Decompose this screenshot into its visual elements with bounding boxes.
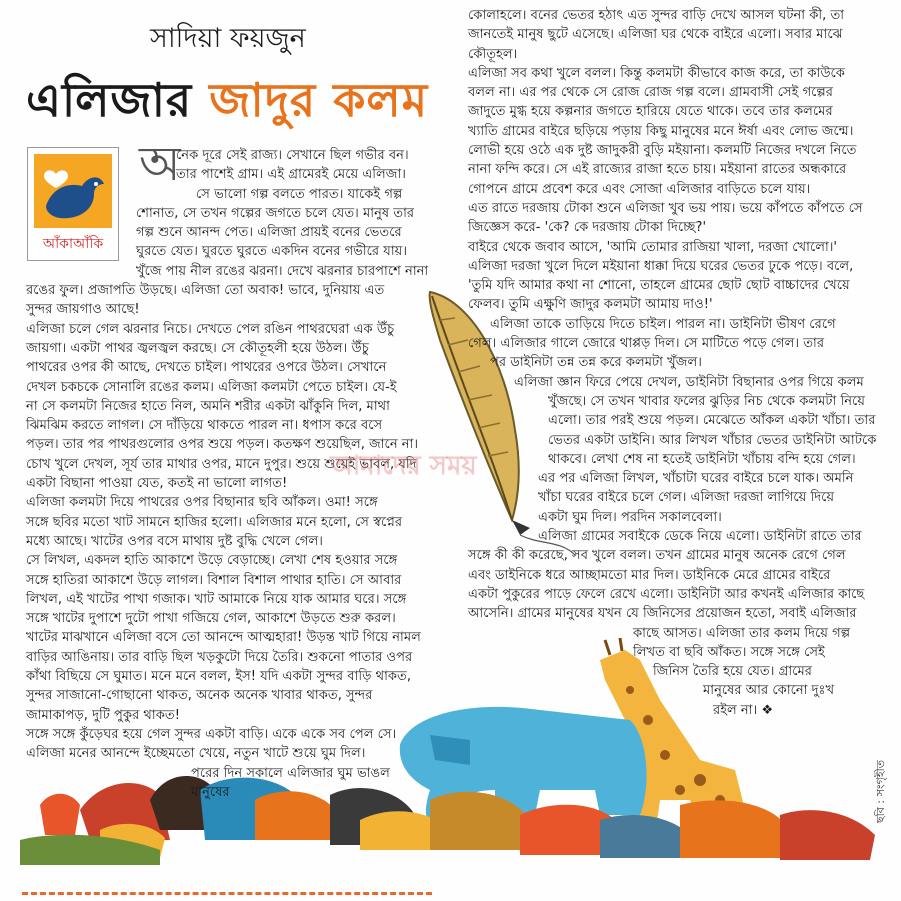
story-line: 'তুমি যদি আমার কথা না শোনো, তাহলে গ্রামের ছোট ছোট বাচ্চাদের খেয়ে xyxy=(468,278,850,294)
story-line: গেল। এলিজার গালে জোরে থাপ্পড় দিল। সে মাটিতে পড়ে গেল। তার xyxy=(468,336,825,352)
story-line: বলল না। এর পর থেকে সে রোজ রোজ গল্প বলে। গ্রামবাসী সেই গল্পের xyxy=(468,85,833,101)
story-line: আসেনি। গ্রামের মানুষের যখন যে জিনিসের প্রয়োজন হতো, সবাই এলিজার xyxy=(468,606,857,622)
story-line: লিখল, এই খাটের পাখা গজাক। খাট আমাকে নিয়ে যাক আমার ঘরে। সঙ্গে xyxy=(26,591,407,607)
story-line: জিনিস তৈরি হয়ে যেত। গ্রামের xyxy=(653,664,812,680)
story-line: দেখল চকচকে সোনালি রঙের কলম। এলিজা কলমটা পেতে চাইল। যে-ই xyxy=(26,379,397,395)
story-line: সঙ্গে হাতিরা আকাশে উড়ে লাগল। বিশাল বিশাল পাথার হাতি। সে আবার xyxy=(26,572,402,588)
story-line: জামাকাপড়, দুটি পুকুর থাকত! xyxy=(26,707,180,723)
story-line: কাছে আসত। এলিজা তার কলম দিয়ে গল্প xyxy=(633,625,851,641)
story-title xyxy=(26,66,428,142)
story-line: সুন্দর জায়গাও আছে! xyxy=(26,302,140,318)
story-line: লোভী হয়ে ওঠে এক দুষ্ট জাদুকরী বুড়ি মইয়ানা। কলমটি নিজের দখলে নিতে xyxy=(468,143,857,159)
story-line: একটা ঘুম দিল। পরদিন সকালবেলা। xyxy=(538,509,722,525)
image-credit: ছবি : সংগৃহীত xyxy=(874,760,887,824)
story-line: জাদুতে মুগ্ধ হয়ে কল্পনার জগতে হারিয়ে যেতে থাকে। তবে তার কলমের xyxy=(468,104,833,120)
story-line: মধ্যে আছে। খাটের ওপর বসে মাথায় দুষ্ট বুদ্ধি খেলে গেল। xyxy=(26,533,323,549)
story-line: শোনাত, সে তখন গল্পের জগতে চলে যেত। মানুষ তার xyxy=(136,205,415,221)
story-line: থাকবে। লেখা শেষ না হতেই ডাইনিটা খাঁচায় বন্দি হয়ে গেল। xyxy=(548,451,856,467)
story-line: ফেলব। তুমি এক্ষুণি জাদুর কলমটা আমায় দাও!' xyxy=(468,297,713,313)
story-line: কৌতূহল। xyxy=(468,46,518,62)
story-line: চোখ খুলে দেখল, সূর্য তার মাথার ওপর, মানে দুপুর। শুয়ে শুয়েই ভাবল, যদি xyxy=(26,456,417,472)
story-line: এবং ডাইনিকে ধরে আচ্ছামতো মার দিল। ডাইনিকে মেরে গ্রামের বাইরে xyxy=(468,567,831,583)
story-line: মানুষের xyxy=(191,784,230,800)
story-line: খাটের মাঝখানে এলিজা বসে তো আনন্দে আত্মহারা! উড়ন্ত খাট গিয়ে নামল xyxy=(26,630,421,646)
story-line: এলো। তার পরই শুয়ে পড়ল। মেঝেতে আঁকল একটা খাঁচা। তার xyxy=(548,413,876,429)
section-label: আঁকাআঁকি xyxy=(42,236,104,252)
story-line: এলিজা সব কথা খুলে বলল। কিন্তু কলমটা কীভাবে কাজ করে, তা কাউকে xyxy=(468,65,845,81)
story-line: জায়গা। একটা পাথর জ্বলজ্বল করছে। সে কৌতূহলী হয়ে উঠল। উঁচু xyxy=(26,340,369,356)
story-line: ভেতর একটা ডাইনি। আর লিখল খাঁচার ভেতর ডাইনিটা আটকে xyxy=(548,432,877,448)
story-line: এলিজা গ্রামের সবাইকে ডেকে নিয়ে এলো। ডাইনিটা রাতে তার xyxy=(538,529,862,545)
story-line: সঙ্গে ছবির মতো খাট সামনে হাজির হলো। এলিজার মনে হলো, সে স্বপ্নের xyxy=(26,514,403,530)
story-line: পড়ল। তার পর পাথরগুলোর ওপর শুয়ে পড়ল। কতক্ষণ শুয়েছিল, জানে না। xyxy=(26,437,419,453)
watermark: আমাদের সময় xyxy=(330,451,477,481)
story-line: নেক দূরে সেই রাজ্য। সেখানে ছিল গভীর বন। xyxy=(176,148,409,163)
title-part-2: জাদুর কলম xyxy=(209,73,429,127)
story-line: খুঁজছে। সে তখন খাবার ফলের ঝুড়ির নিচ থেকে কলমটা নিয়ে xyxy=(548,393,866,409)
story-line: সুন্দর সাজানো-গোছানো থাকত, অনেক অনেক খাবার থাকত, সুন্দর xyxy=(26,688,373,704)
story-column-right xyxy=(468,6,898,720)
story-line: গোপনে গ্রামে প্রবেশ করে এবং সোজা এলিজার বাড়িতে চলে যায়। xyxy=(468,181,811,197)
story-line: পর ডাইনিটা তন্ন তন্ন করে কলমটা খুঁজল। xyxy=(490,355,702,371)
story-line: ঝিমঝিম করতে লাগল। সে দাঁড়িয়ে থাকতে পারল না। ধপাস করে বসে xyxy=(26,418,383,434)
story-line: রইল না। ❖ xyxy=(713,702,774,718)
story-line: এলিজা তাকে তাড়িয়ে দিতে চাইল। পারল না। ডাইনিটা ভীষণ রেগে xyxy=(490,316,836,332)
story-line: এলিজা কলমটা দিয়ে পাথরের ওপর বিছানার ছবি আঁকল। ওমা! সঙ্গে xyxy=(26,495,378,511)
story-line: সঙ্গে খাটের দুপাশে দুটো পাখা গজিয়ে গেল, আকাশে উড়তে শুরু করল। xyxy=(26,611,396,627)
story-line: গল্প শুনে আনন্দ পেত। এলিজা প্রায়ই বনের ভেতরে xyxy=(136,225,402,241)
story-line: জানতেই মানুষ ছুটে এসেছে। এলিজা ঘর থেকে বাইরে এলো। সবার মাঝে xyxy=(468,27,843,43)
story-line: সে লিখল, একদল হাতি আকাশে উড়ে বেড়াচ্ছে। লেখা শেষ হওয়ার সঙ্গে xyxy=(26,553,398,569)
story-line: এত রাতে দরজায় টোকা শুনে এলিজা খুব ভয় পায়। ভয়ে কাঁপতে কাঁপতে সে xyxy=(468,200,863,216)
author-name: সাদিয়া ফয়জুন xyxy=(150,23,306,54)
story-line: ঘুরতে যেত। ঘুরতে ঘুরতে একদিন বনের গভীরে যায়। xyxy=(136,244,408,260)
drop-cap: অ xyxy=(139,136,181,192)
story-line: এলিজা দরজা খুলে দিলে মইয়ানা ধাক্কা দিয়ে ঘরের ভেতর ঢুকে পড়ে। বলে, xyxy=(468,258,854,274)
story-line: খ্যাতি গ্রামের বাইরে ছড়িয়ে পড়ায় কিছু মানুষের মনে ঈর্ষা এবং লোভ জন্মে। xyxy=(468,123,854,139)
story-line: সে ভালো গল্প বলতে পারত। যাকেই গল্প xyxy=(196,186,403,202)
story-line: এলিজা মনের আনন্দে ইচ্ছেমতো খেয়ে, নতুন খাটে শুয়ে ঘুম দিল। xyxy=(26,746,366,762)
story-line: খুঁজে পায় নীল রঙের ঝরনা। দেখে ঝরনার চারপাশে নানা xyxy=(136,263,429,279)
story-line: মানুষের আর কোনো দুঃখ xyxy=(703,683,835,699)
story-line: বাড়ির আঙিনায়। তার বাড়ি ছিল খড়কুটো দিয়ে তৈরি। শুকনো পাতার ওপর xyxy=(26,649,413,665)
story-line: কোলাহলে। বনের ভেতর হঠাৎ এত সুন্দর বাড়ি দেখে আসল ঘটনা কী, তা xyxy=(468,8,845,23)
story-line: সঙ্গে কী কী করেছে, সব খুলে বলল। তখন গ্রামের মানুষ অনেক রেগে গেল xyxy=(468,548,846,564)
story-line: কাঁথা বিছিয়ে সে ঘুমাত। মনে মনে বলল, ইস! যদি একটা সুন্দর বাড়ি থাকত, xyxy=(26,669,412,685)
story-line: একটা বিছানা পাওয়া যেত, কতই না ভালো লাগত! xyxy=(26,476,288,492)
story-line: এর পর এলিজা লিখল, খাঁচাটা ঘরের বাইরে চলে যাক। অমনি xyxy=(538,471,854,487)
story-line: লিখত বা ছবি আঁকত। সঙ্গে সঙ্গে সেই xyxy=(633,644,825,660)
story-line: এলিজা জ্ঞান ফিরে পেয়ে দেখল, ডাইনিটা বিছানার ওপর গিয়ে কলম xyxy=(514,374,864,390)
footer-divider xyxy=(22,892,432,895)
story-line: পরের দিন সকালে এলিজার ঘুম ভাঙল xyxy=(191,765,390,781)
story-line: এলিজা চলে গেল ঝরনার নিচে। দেখতে পেল রঙিন পাথরঘেরা এক উঁচু xyxy=(26,321,395,337)
story-line: বাইরে থেকে জবাব আসে, 'আমি তোমার রাজিয়া খালা, দরজা খোলো।' xyxy=(468,239,838,255)
story-line: রঙের ফুল। প্রজাপতি উড়ছে। এলিজা তো অবাক! ভাবে, দুনিয়ায় এত xyxy=(26,283,385,299)
story-line: খাঁচা ঘরের বাইরে চলে গেল। এলিজা দরজা লাগিয়ে দিয়ে xyxy=(538,490,835,506)
story-line: জিজ্ঞেস করে- 'কে? কে দরজায় টোকা দিচ্ছে?' xyxy=(468,220,707,236)
story-line: তার পাশেই গ্রাম। এই গ্রামেরই মেয়ে এলিজা। xyxy=(176,167,406,183)
story-line: পাথরের ওপর কী আছে, দেখতে চাইল। পাথরের ওপরে উঠল। সেখানে xyxy=(26,360,387,376)
story-line: একটা পুকুরের পাড়ে ফেলে রেখে এলো। ডাইনিটা আর কখনই এলিজার কাছে xyxy=(468,586,865,602)
title-part-1: এলিজার xyxy=(26,73,193,127)
story-line: নানা ফন্দি করে। সে এই রাজ্যের রাজা হতে চায়। মইয়ানা রাতের অন্ধকারে xyxy=(468,162,847,178)
story-line: না সে কলমটা নিজের হাতে নিল, অমনি শরীর একটা ঝাঁকুনি দিল, মাথা xyxy=(26,398,390,414)
story-line: সঙ্গে সঙ্গে কুঁড়েঘর হয়ে গেল সুন্দর একটা বাড়ি। একে একে সব পেল সে। xyxy=(26,726,397,742)
